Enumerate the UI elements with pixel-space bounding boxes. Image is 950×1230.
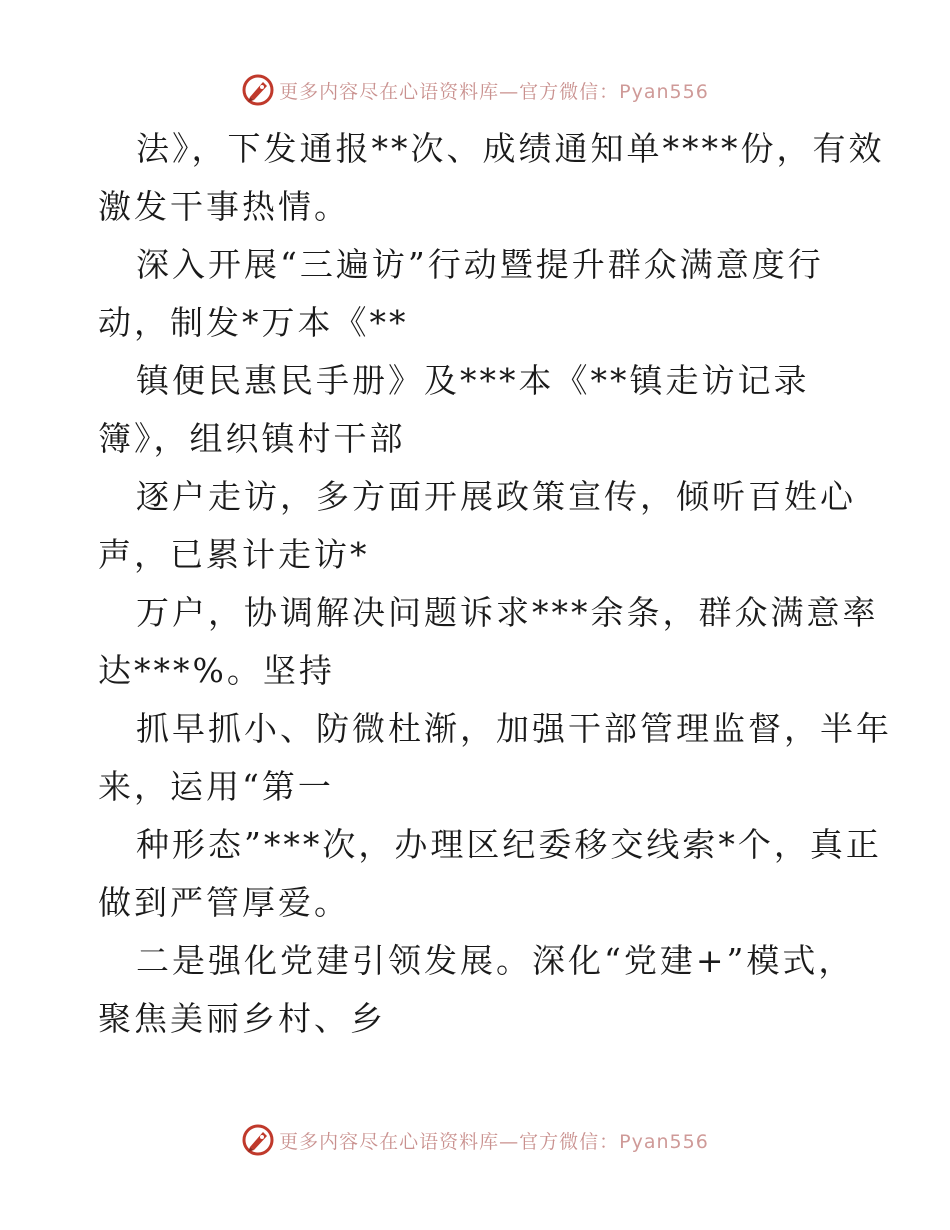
body-line: 来，运用“第一 (98, 767, 334, 806)
document-body (98, 120, 892, 1048)
body-line: 万户，协调解决问题诉求***余条，群众满意率 (136, 593, 879, 632)
body-line: 声，已累计走访* (98, 535, 370, 574)
footer-watermark-banner (0, 1120, 950, 1160)
body-line: 簿》，组织镇村干部 (98, 419, 406, 458)
body-line: 逐户走访，多方面开展政策宣传，倾听百姓心 (136, 477, 856, 516)
body-line: 做到严管厚爱。 (98, 883, 350, 922)
logo-pen-icon (241, 73, 275, 107)
footer-banner-text: 更多内容尽在心语资料库—官方微信：Pyan556 (279, 1130, 709, 1153)
body-line: 达***%。坚持 (98, 651, 335, 690)
footer-wechat-id: Pyan556 (619, 1130, 709, 1153)
header-watermark-banner (0, 70, 950, 110)
body-line: 激发干事热情。 (98, 187, 350, 226)
body-line: 二是强化党建引领发展。深化“党建+”模式， (136, 941, 855, 980)
body-line: 深入开展“三遍访”行动暨提升群众满意度行 (136, 245, 824, 284)
body-line: 动，制发*万本《** (98, 303, 409, 342)
body-line: 聚焦美丽乡村、乡 (98, 999, 386, 1038)
body-line: 镇便民惠民手册》及***本《**镇走访记录 (136, 361, 810, 400)
body-line: 法》，下发通报**次、成绩通知单****份，有效 (136, 129, 885, 168)
header-banner-text: 更多内容尽在心语资料库—官方微信：Pyan556 (279, 80, 709, 103)
header-wechat-id: Pyan556 (619, 80, 709, 103)
body-line: 抓早抓小、防微杜渐，加强干部管理监督，半年 (136, 709, 892, 748)
logo-pen-icon (241, 1123, 275, 1157)
body-line: 种形态”***次，办理区纪委移交线索*个，真正 (136, 825, 882, 864)
